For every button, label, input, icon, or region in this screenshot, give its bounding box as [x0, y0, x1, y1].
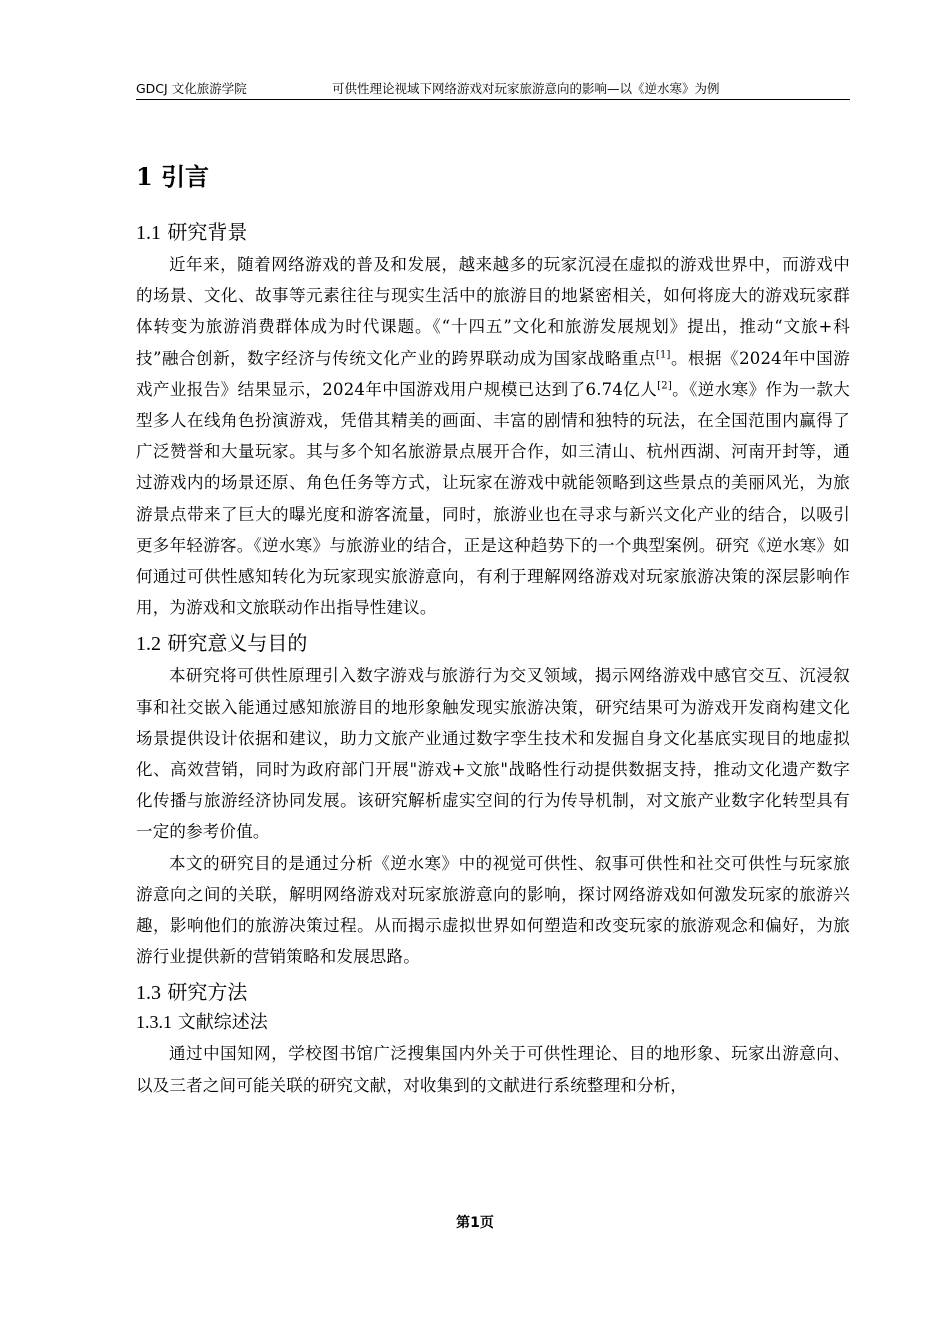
- header-institution: GDCJ 文化旅游学院: [136, 81, 247, 96]
- paragraph-purpose: 本文的研究目的是通过分析《逆水寒》中的视觉可供性、叙事可供性和社交可供性与玩家旅游意向之间的关联，解明网络游戏对玩家旅游意向的影响，探讨网络游戏如何激发玩家的旅游兴趣，影响他们的旅游决策过程。从而揭示虚拟世界如何塑造和改变玩家的旅游观念和偏好，为旅游行业提供新的营销策略和发展思路。: [136, 853, 850, 967]
- paragraph-text: 。《逆水寒》作为一款大型多人在线角色扮演游戏，凭借其精美的画面、丰富的剧情和独特的玩法，在全国范围内赢得了广泛赞誉和大量玩家。其与多个知名旅游景点展开合作，如三清山、杭州西湖、河南开封等，通过游戏内的场景还原、角色任务等方式，让玩家在游戏中就能领略到这些景点的美丽风光，为旅游景点带来了巨大的曝光度和游客流量，同时，旅游业也在寻求与新兴文化产业的结合，以吸引更多年轻游客。《逆水寒》与旅游业的结合，正是这种趋势下的一个典型案例。研究《逆水寒》如何通过可供性感知转化为玩家现实旅游意向，有利于理解网络游戏对玩家旅游决策的深层影响作用，为游戏和文旅联动作出指导性建议。: [136, 379, 850, 618]
- paragraph-literature-review: 通过中国知网，学校图书馆广泛搜集国内外关于可供性理论、目的地形象、玩家出游意向、以及三者之间可能关联的研究文献，对收集到的文献进行系统整理和分析，: [136, 1044, 850, 1095]
- paragraph-text: 。根据《2024年中国游戏产业报告》结果显示，2024年中国游戏用户规模已达到了6.74亿人: [136, 348, 850, 399]
- page-number: 第1页: [456, 1215, 494, 1231]
- header-paper-title: 可供性理论视域下网络游戏对玩家旅游意向的影响—以《逆水寒》为例: [332, 81, 720, 96]
- chapter-heading: [136, 157, 850, 192]
- section-heading-1-2: [136, 629, 850, 658]
- section-heading-1-3: [136, 978, 850, 1007]
- subsection-number: 1.3.1: [136, 1012, 172, 1033]
- citation: [2]: [657, 380, 672, 392]
- paragraph-significance: 本研究将可供性原理引入数字游戏与旅游行为交叉领域，揭示网络游戏中感官交互、沉浸叙事和社交嵌入能通过感知旅游目的地形象触发现实旅游决策，研究结果可为游戏开发商构建文化场景提供设计依据和建议，助力文旅产业通过数字孪生技术和发掘自身文化基底实现目的地虚拟化、高效营销，同时为政府部门开展"游戏+文旅"战略性行动提供数据支持，推动文化遗产数字化传播与旅游经济协同发展。该研究解析虚实空间的行为传导机制，对文旅产业数字化转型具有一定的参考价值。: [136, 666, 850, 842]
- subsection-title: 文献综述法: [177, 1012, 268, 1034]
- section-number: 1.3: [136, 982, 161, 1005]
- section-number: 1.2: [136, 633, 161, 656]
- section-number: 1.1: [136, 222, 161, 244]
- chapter-title: 引言: [161, 163, 210, 191]
- subsection-heading-1-3-1: [136, 1009, 850, 1036]
- section-title: 研究背景: [167, 220, 248, 244]
- section-title: 研究方法: [167, 980, 248, 1005]
- paragraph-background: [136, 249, 850, 623]
- page-header: [136, 79, 850, 100]
- section-heading-1-1: [136, 218, 850, 247]
- chapter-number: 1: [136, 162, 153, 191]
- citation: [1]: [655, 349, 671, 361]
- page-content: [136, 157, 850, 1101]
- paragraph-text: 近年来，随着网络游戏的普及和发展，越来越多的玩家沉浸在虚拟的游戏世界中，而游戏中的场景、文化、故事等元素往往与现实生活中的旅游目的地紧密相关，如何将庞大的游戏玩家群体转变为旅游消费群体成为时代课题。《“十四五”文化和旅游发展规划》提出，推动“文旅+科技”融合创新，数字经济与传统文化产业的跨界联动成为国家战略重点: [136, 255, 850, 368]
- section-title: 研究意义与目的: [167, 631, 308, 656]
